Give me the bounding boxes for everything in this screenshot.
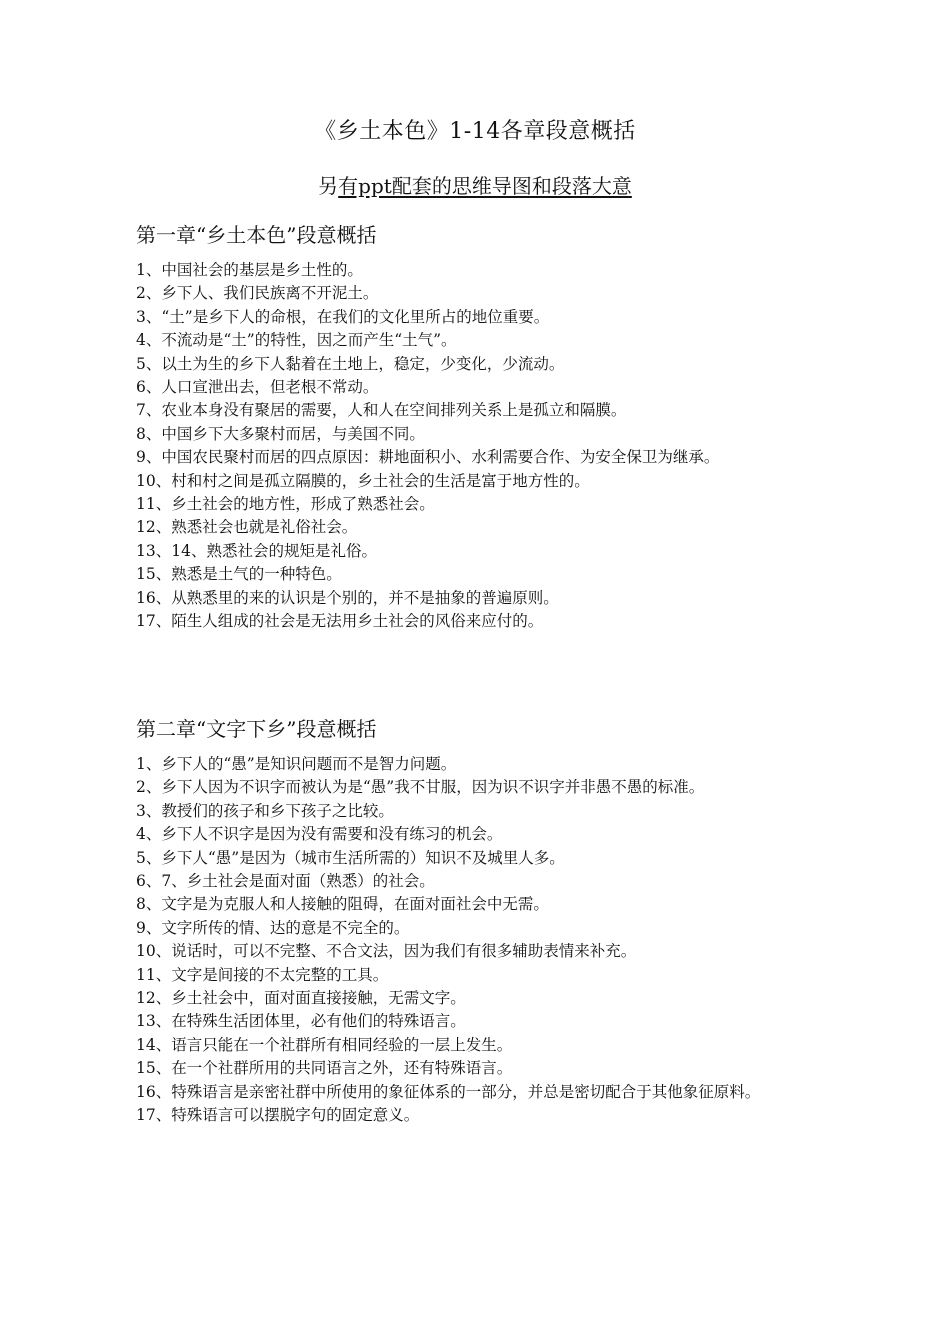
list-item: 13、在特殊生活团体里，必有他们的特殊语言。: [136, 1012, 466, 1031]
list-item: 2、乡下人因为不识字而被认为是“愚”我不甘服，因为识不识字并非愚不愚的标准。: [136, 778, 705, 797]
list-item: 1、中国社会的基层是乡土性的。: [136, 261, 363, 279]
list-item: 5、乡下人“愚”是因为（城市生活所需的）知识不及城里人多。: [136, 848, 565, 867]
list-item: 1、乡下人的“愚”是知识问题而不是智力问题。: [136, 755, 457, 773]
list-item: 17、陌生人组成的社会是无法用乡土社会的风俗来应付的。: [136, 612, 544, 631]
chapter-section: [136, 220, 836, 634]
list-item: 8、中国乡下大多聚村而居，与美国不同。: [136, 424, 425, 443]
list-item: 12、乡土社会中，面对面直接接触，无需文字。: [136, 989, 466, 1008]
list-item: 4、不流动是“土”的特性，因之而产生“土气”。: [136, 331, 457, 350]
list-item: 10、村和村之间是孤立隔膜的，乡土社会的生活是富于地方性的。: [136, 471, 590, 490]
list-item: 11、乡土社会的地方性，形成了熟悉社会。: [136, 495, 435, 514]
chapter-paragraph-list: [136, 753, 836, 1128]
document-title: 《乡土本色》1-14各章段意概括: [314, 119, 636, 144]
list-item: 14、语言只能在一个社群所有相同经验的一层上发生。: [136, 1035, 513, 1054]
chapter-section: [136, 714, 836, 1128]
list-item: 13、14、熟悉社会的规矩是礼俗。: [136, 541, 377, 560]
list-item: 3、教授们的孩子和乡下孩子之比较。: [136, 801, 394, 820]
chapter-paragraph-list: [136, 259, 836, 634]
list-item: 17、特殊语言可以摆脱字句的固定意义。: [136, 1106, 420, 1125]
list-item: 7、农业本身没有聚居的需要，人和人在空间排列关系上是孤立和隔膜。: [136, 401, 627, 420]
list-item: 10、说话时，可以不完整、不合文法，因为我们有很多辅助表情来补充。: [136, 942, 637, 961]
list-item: 15、熟悉是土气的一种特色。: [136, 565, 342, 584]
document-subtitle: [0, 172, 950, 200]
list-item: 9、文字所传的情、达的意是不完全的。: [136, 918, 410, 937]
list-item: 8、文字是为克服人和人接触的阻碍，在面对面社会中无需。: [136, 895, 549, 914]
list-item: 16、从熟悉里的来的认识是个别的，并不是抽象的普遍原则。: [136, 588, 559, 607]
list-item: 5、以土为生的乡下人黏着在土地上，稳定，少变化，少流动。: [136, 354, 565, 373]
subtitle-prefix: 另: [318, 174, 339, 198]
list-item: 6、7、乡土社会是面对面（熟悉）的社会。: [136, 872, 435, 891]
chapter-heading: 第一章“乡土本色”段意概括: [136, 223, 377, 247]
list-item: 12、熟悉社会也就是礼俗社会。: [136, 518, 358, 537]
list-item: 11、文字是间接的不太完整的工具。: [136, 965, 389, 984]
list-item: 4、乡下人不识字是因为没有需要和没有练习的机会。: [136, 825, 503, 844]
subtitle-underlined: 有ppt配套的思维导图和段落大意: [338, 174, 632, 198]
list-item: 6、人口宣泄出去，但老根不常动。: [136, 378, 379, 397]
list-item: 3、“土”是乡下人的命根，在我们的文化里所占的地位重要。: [136, 307, 550, 326]
list-item: 2、乡下人、我们民族离不开泥土。: [136, 284, 379, 303]
list-item: 9、中国农民聚村而居的四点原因：耕地面积小、水利需要合作、为安全保卫为继承。: [136, 448, 720, 467]
list-item: 15、在一个社群所用的共同语言之外，还有特殊语言。: [136, 1059, 513, 1078]
chapter-heading: 第二章“文字下乡”段意概括: [136, 717, 377, 741]
list-item: 16、特殊语言是亲密社群中所使用的象征体系的一部分，并总是密切配合于其他象征原料。: [136, 1082, 761, 1101]
